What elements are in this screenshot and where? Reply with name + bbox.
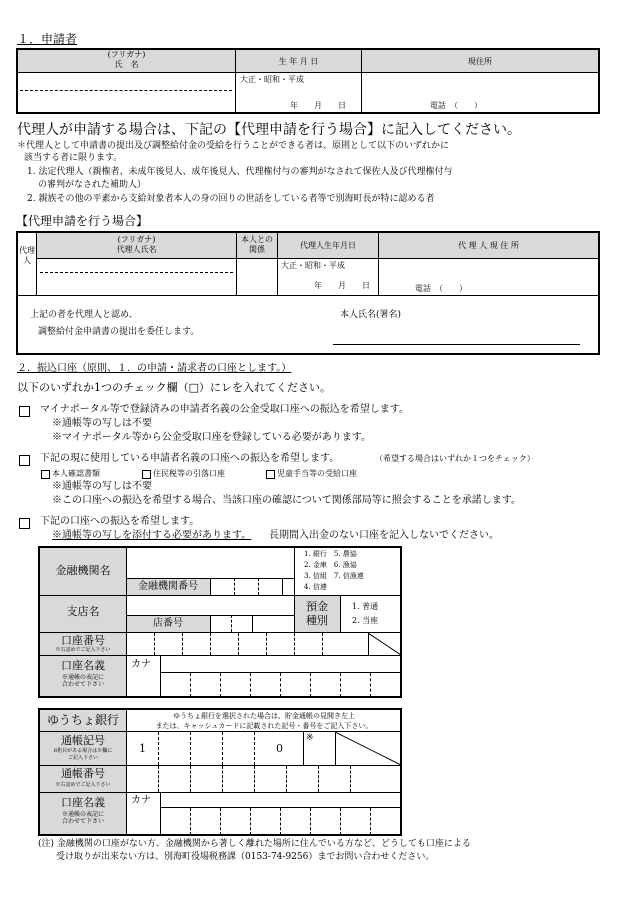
proxy-ymd: 年 月 日 [314, 281, 370, 290]
option3-note-1: ※通帳等の写しを添付する必要があります。 [52, 530, 252, 541]
yucho-symbol-note: 6桁目がある場合は※欄に ご記入下さい [53, 748, 113, 761]
inst-name-label: 金融機関名 [55, 564, 111, 577]
section1-heading: １．申請者 [17, 32, 78, 46]
yucho-note: ゆうちょ銀行を選択された場合は、貯金通帳の見開き左上 または、キャッシュカードに記載された記号・番号をご記入下さい。 [155, 712, 373, 730]
yucho-symbol-digit0: 0 [276, 742, 283, 755]
inst-type-2: 2. 金庫 6. 漁協 [304, 561, 357, 569]
option2-sub3-checkbox[interactable] [266, 470, 275, 479]
option2-sub2-label: 住民税等の引落口座 [153, 469, 225, 478]
inst-code-label: 金融機関番号 [138, 581, 198, 592]
deposit-type-2: 2. 当座 [352, 616, 379, 625]
option2-note-2: ※この口座への振込を希望する場合、当該口座の確認について関係部局等に照会することを承諾します。 [52, 495, 521, 506]
deposit-type-1: 1. 普通 [352, 602, 379, 611]
option2-sub2-checkbox[interactable] [142, 470, 151, 479]
option2-checkbox[interactable] [19, 455, 30, 466]
acct-name-label: 口座名義 [61, 659, 105, 672]
yucho-symbol-label: 通帳記号 [61, 734, 105, 747]
option2-suffix: （希望する場合はいずれか１つをチェック） [375, 454, 535, 463]
yucho-symbol-digit1: 1 [139, 742, 146, 755]
signature-line[interactable] [333, 344, 580, 345]
option2-sub1-checkbox[interactable] [41, 470, 50, 479]
bank-kana-label: カナ [131, 659, 151, 670]
proxy-name-label: (フリガナ) 代理人氏名 [116, 235, 157, 254]
inst-type-1: 1. 銀行 5. 農協 [304, 550, 357, 558]
option3-label: 下記の口座への振込を希望します。 [40, 516, 200, 527]
applicant-birth-label: 生 年 月 日 [278, 57, 319, 66]
option3-checkbox[interactable] [19, 518, 30, 529]
footer-line-1: (注) 金融機関の口座がない方、金融機関から著しく離れた場所に住んでいる方など、どうしても口座による [38, 839, 471, 849]
option2-label: 下記の現に使用している申請者名義の口座への振込を希望します。 [40, 453, 340, 464]
acct-no-note: ※右詰めでご記入下さい [55, 647, 111, 653]
branch-label: 支店名 [66, 605, 100, 618]
proxy-note-2: 該当する者に限ります。 [24, 153, 123, 163]
proxy-note-1: ＊代理人として申請書の提出及び調整給付金の受給を行うことができる者は、原則として以下のいずれかに [17, 141, 450, 151]
proxy-headline: 代理人が申請する場合は、下記の【代理申請を行う場合】に記入してください。 [17, 122, 521, 138]
section2-heading: ２．振込口座（原則、１．の申請・請求者の口座とします。） [17, 363, 292, 374]
option1-label: マイナポータル等で登録済みの申請者名義の公金受取口座への振込を希望します。 [40, 404, 409, 415]
delegate-line-2: 調整給付金申請書の提出を委任します。 [38, 327, 200, 337]
proxy-form-heading: 【代理申請を行う場合】 [16, 214, 149, 228]
applicant-address-label: 現住所 [468, 57, 492, 66]
option2-note-1: ※通帳等の写しは不要 [52, 481, 152, 492]
yucho-title: ゆうちょ銀行 [46, 713, 119, 727]
acct-name-note: ※通帳の表記に 合わせて下さい [61, 674, 104, 688]
option1-checkbox[interactable] [19, 406, 30, 417]
yucho-acct-name-label: 口座名義 [61, 796, 105, 809]
applicant-era: 大正・昭和・平成 [240, 75, 304, 84]
footer-line-2: 受け取りが出来ない方は、別海町役場税務課（0153-74-9256）までお問い合わせください。 [56, 852, 435, 862]
yucho-asterisk: ※ [306, 733, 314, 743]
option1-note-1: ※通帳等の写しは不要 [52, 418, 152, 429]
proxy-era: 大正・昭和・平成 [281, 261, 345, 270]
option1-note-2: ※マイナポータル等から公金受取口座を登録している必要があります。 [52, 432, 371, 443]
signature-label: 本人氏名(署名) [340, 310, 402, 320]
yucho-number-note: ※右詰めでご記入下さい [55, 782, 111, 788]
proxy-item-2: 2. 親族その他の平素から支給対象者本人の身の回りの世話をしている者等で別海町長が特に認める者 [27, 194, 435, 204]
proxy-side-label: 代理人 [19, 246, 35, 265]
yucho-number-label: 通帳番号 [61, 767, 105, 780]
delegate-line-1: 上記の者を代理人と認め、 [30, 310, 138, 320]
applicant-ymd: 年 月 日 [290, 101, 346, 110]
deposit-type-label: 預金 種別 [306, 600, 328, 627]
option3-note-2: 長期間入出金のない口座を記入しないでください。 [269, 530, 499, 541]
applicant-tel: 電話 （ ） [430, 101, 482, 110]
yucho-kana-label: カナ [131, 795, 151, 806]
applicant-name-label: (フリガナ) 氏 名 [107, 50, 146, 69]
proxy-address-label: 代 理 人 現 住 所 [458, 241, 519, 250]
proxy-item-1a: 1. 法定代理人（親権者、未成年後見人、成年後見人、代理権付与の審判がなされて保佐人及び代理権付与 [27, 167, 453, 177]
section2-instruction: 以下のいずれか1つのチェック欄（□）にレを入れてください。 [17, 381, 332, 394]
branch-code-label: 店番号 [153, 618, 183, 629]
inst-type-4: 4. 信連 [304, 583, 327, 591]
proxy-tel: 電話 （ ） [415, 284, 467, 293]
proxy-birth-label: 代理人生年月日 [300, 241, 356, 250]
inst-type-3: 3. 信組 7. 信漁連 [304, 572, 364, 580]
option2-sub1-label: 本人確認書類 [52, 469, 100, 478]
proxy-relation-label: 本人との 関係 [241, 235, 273, 254]
acct-no-label: 口座番号 [61, 634, 105, 647]
option2-sub3-label: 児童手当等の受給口座 [277, 469, 357, 478]
proxy-item-1b: の審判がなされた補助人） [38, 180, 147, 190]
yucho-acct-name-note: ※通帳の表記に 合わせて下さい [61, 811, 104, 825]
